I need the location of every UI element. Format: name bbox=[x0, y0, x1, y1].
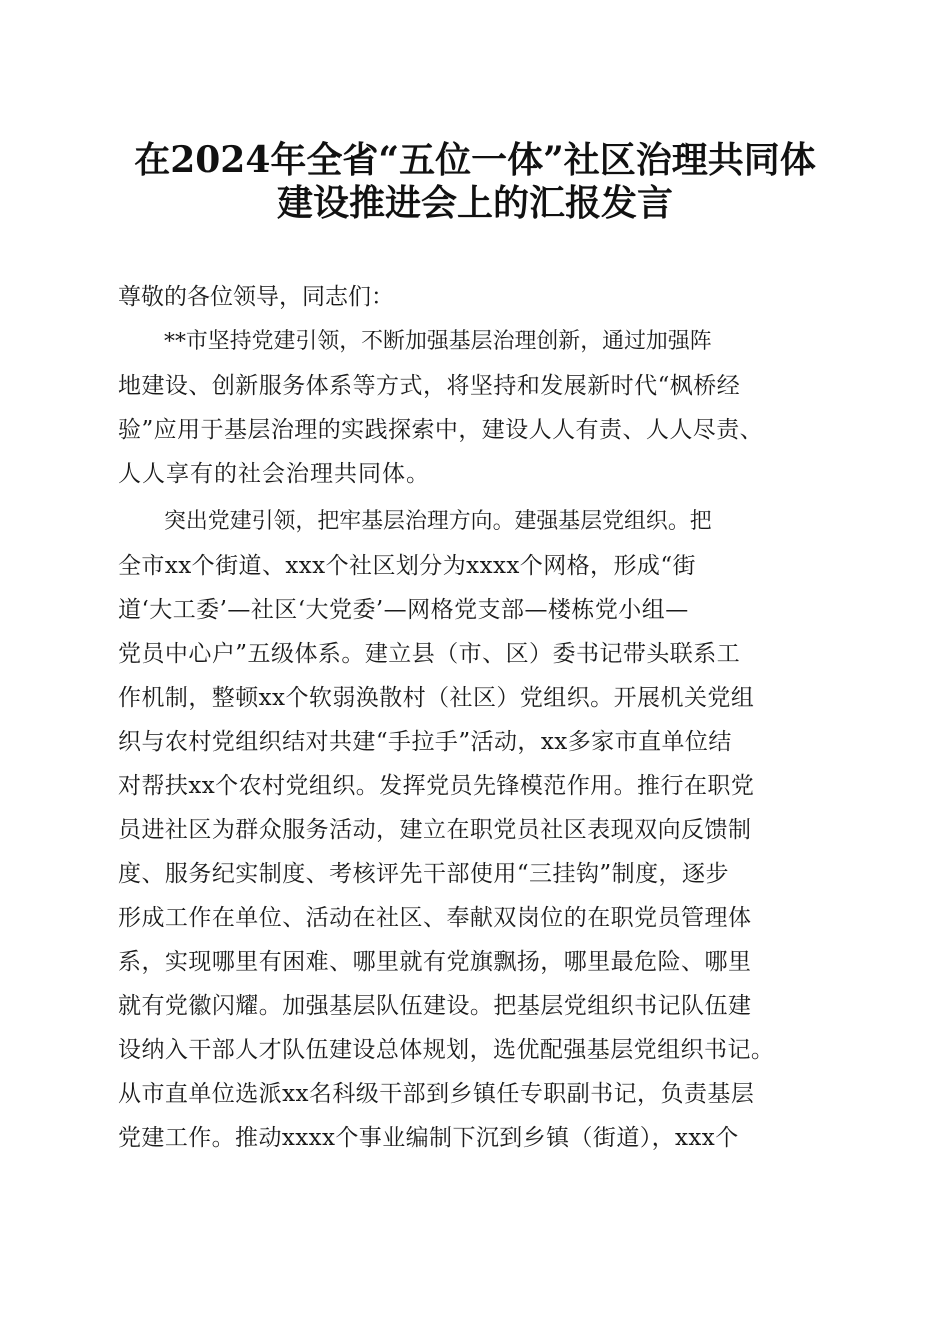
paragraph-line: 形成工作在单位、活动在社区、奉献双岗位的在职党员管理体 bbox=[118, 905, 752, 931]
paragraph-line: 从市直单位选派xx名科级干部到乡镇任专职副书记，负责基层 bbox=[118, 1081, 755, 1107]
paragraph-line: 人人享有的社会治理共同体。 bbox=[118, 461, 430, 487]
paragraph-line: 道‘大工委’—社区‘大党委’—网格党支部—楼栋党小组— bbox=[118, 597, 689, 623]
paragraph-line: 对帮扶xx个农村党组织。发挥党员先锋模范作用。推行在职党 bbox=[118, 773, 755, 799]
document-title-line-1: 在2024年全省“五位一体”社区治理共同体 bbox=[134, 139, 816, 181]
paragraph-line: **市坚持党建引领，不断加强基层治理创新，通过加强阵 bbox=[164, 329, 712, 354]
salutation: 尊敬的各位领导，同志们： bbox=[118, 284, 394, 310]
paragraph-line: 设纳入干部人才队伍建设总体规划，选优配强基层党组织书记。 bbox=[118, 1037, 775, 1063]
paragraph-line: 党员中心户”五级体系。建立县（市、区）委书记带头联系工 bbox=[118, 641, 741, 667]
paragraph-line: 度、服务纪实制度、考核评先干部使用“三挂钩”制度，逐步 bbox=[118, 861, 729, 887]
paragraph-line: 作机制，整顿xx个软弱涣散村（社区）党组织。开展机关党组 bbox=[118, 685, 755, 711]
paragraph-line: 党建工作。推动xxxx个事业编制下沉到乡镇（街道），xxx个 bbox=[118, 1125, 739, 1151]
paragraph-line: 突出党建引领，把牢基层治理方向。建强基层党组织。把 bbox=[164, 509, 712, 534]
paragraph-line: 织与农村党组织结对共建“手拉手”活动，xx多家市直单位结 bbox=[118, 729, 732, 755]
paragraph-line: 系，实现哪里有困难、哪里就有党旗飘扬，哪里最危险、哪里 bbox=[118, 949, 752, 975]
paragraph-line: 就有党徽闪耀。加强基层队伍建设。把基层党组织书记队伍建 bbox=[118, 993, 752, 1019]
paragraph-line: 员进社区为群众服务活动，建立在职党员社区表现双向反馈制 bbox=[118, 817, 752, 843]
paragraph-line: 验”应用于基层治理的实践探索中，建设人人有责、人人尽责、 bbox=[118, 417, 764, 443]
paragraph-line: 地建设、创新服务体系等方式，将坚持和发展新时代“枫桥经 bbox=[118, 373, 741, 399]
document-title-line-2: 建设推进会上的汇报发言 bbox=[276, 182, 673, 224]
paragraph-line: 全市xx个街道、xxx个社区划分为xxxx个网格，形成“街 bbox=[118, 553, 696, 579]
